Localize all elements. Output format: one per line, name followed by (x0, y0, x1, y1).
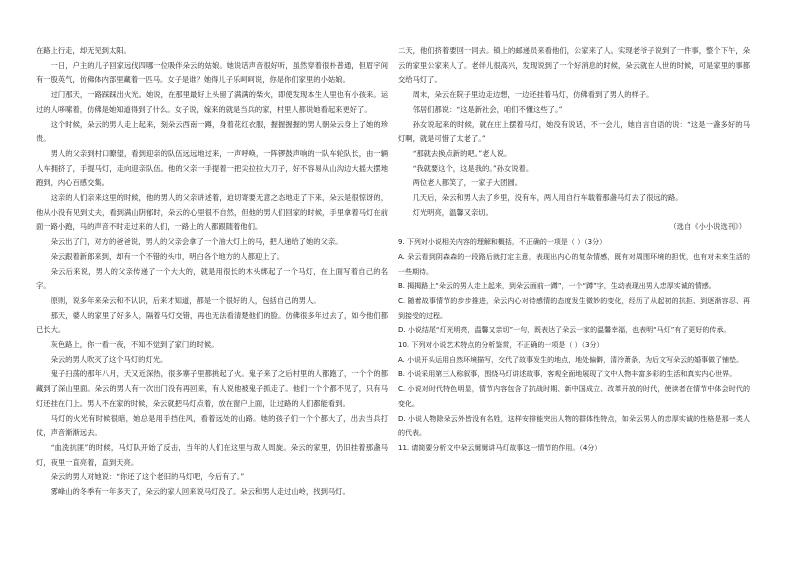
question-11-stem: 11. 请简要分析文中朵云舅舅讲马灯故事这一情节的作用。（4分） (398, 443, 602, 452)
paragraph: 在路上行走，却无见到太阳。 (36, 46, 131, 55)
paragraph: “那就去换点新的吧。”老人说。 (412, 148, 512, 158)
paragraph: 邻居们都说：“这是新社会，咱们不懂这些了。” (412, 104, 563, 114)
paragraph: 朵云的男人对她说：“你还了这个老旧的马灯吧，今后有了。” (50, 472, 245, 482)
paragraph: 灰色路上，你一看一夜，不知不觉到了家门的时候。 (50, 340, 219, 350)
paragraph: 朵云出了门，对方的爸爸说，男人的父亲会拿了一个油大灯上的马，把人递给了她的父亲。 (50, 237, 343, 247)
question-9-option-d: D. 小说结尾“灯光明亮，温馨又亲切”一句，既表达了朵云一家的温馨幸福，也表明“马灯”有了更好的传承。 (398, 326, 731, 335)
paragraph: 朵云跟着新郎来到，却有一个不错的头巾，明白各个地方的人都迎上了。 (50, 251, 285, 261)
question-9-option-b: B. 揭揭路上“朵云的男人走上起来，到朵云面前一蹲”，一个“蹲”字，生动表现出男人忠厚实诚的情感。 (398, 282, 716, 291)
question-10-option-d: D. 小说人物除朵云外皆没有名姓，这样安排能突出人物的群体性特点，如朵云男人的忠厚实诚的性格是那一类人的代表。 (398, 414, 750, 438)
paragraph: 两位老人都笑了，一家子大团圆。 (412, 178, 523, 188)
question-10-option-a: A. 小说开头运用自然环境描写，交代了故事发生的地点，地处偏僻，清冷萧条，为后文写朵云的婚事做了铺垫。 (398, 355, 744, 364)
left-column (36, 44, 388, 500)
paragraph: 灯光明亮，温馨又亲切。 (412, 207, 493, 217)
question-9-option-a: A. 朵云看到阴森森的一段路后就打定主意，表现出内心的复杂情感，既有对周围环境的担忧，也有对未来生活的一些期待。 (398, 252, 750, 276)
paragraph: 孙女说起来的时候，就在庄上摆着马灯，她没有说话，不一会儿，她自言自语的说：“这是一盏多好的马灯啊，就是可惜了太老了。” (398, 119, 750, 144)
paragraph: 马灯的火光有时候很暗，她总是用手挡住风，看着远处的山路。她的孩子们一个个都大了，出去当兵打仗，声音渐渐远去。 (36, 413, 388, 438)
right-column (398, 44, 750, 456)
paragraph: 朵云后来说，男人的父亲传递了一个大大的，就是用很长的木头绑起了一个马灯，在上面写着自己的名字。 (36, 266, 388, 291)
paragraph: 朵云的男人吹灭了这个马灯的灯光。 (50, 354, 168, 364)
paragraph: 周末，朵云在院子里边走边想，一边还挂着马灯，仿佛看到了男人的样子。 (412, 90, 654, 100)
question-9-stem: 9. 下列对小说相关内容的理解和概括，不正确的一项是（ ）（3分） (398, 238, 607, 247)
paragraph: “血洗抗匪”的时候，马灯队开始了反击，当年的人们在这里与敌人周旋。朵云的家里，仍旧挂着那盏马灯，夜里一直亮着，直到天亮。 (36, 442, 388, 467)
paragraph: 鬼子扫荡的那年八月，天又近深热，很多寨子里都挑起了火。鬼子来了之后村里的人都跑了，一个个的都藏到了深山里面。朵云的男人有一次出门没有再回来，有人说他被鬼子抓走了。他们一个个都不见了，只有马灯还挂在门上。男人不在家的时候，朵云就把马灯点着，放在窗户上面，让过路的人们都能看到。 (36, 369, 388, 408)
paragraph: 雾峰山的冬季有一年多天了，朵云的家人回来说马灯没了。朵云和男人走过山岭，找到马灯。 (50, 487, 350, 497)
paragraph: 几天后，朵云和男人去了乡里，没有车，两人用自行车载着那盏马灯去了很远的路。 (412, 193, 683, 203)
question-10-stem: 10. 下列对小说艺术特点的分析鉴赏，不正确的一项是（ ）（3分） (398, 341, 604, 350)
paragraph: 二天，他们挤着要回一同去。镇上的邮递员来看他们，公家来了人。实现老爷子说到了一件事，整个下午，朵云的家里公家来人了。老伴儿很高兴，发现说到了一个好消息的时候，朵云就在人世的时候，可是家里的事都交给马灯了。 (398, 46, 750, 85)
paragraph: 一日，户主的儿子回家远伐四哪一位吸伴朵云的姑娘。她说话声音很好听，虽然穿着很朴普通，但眉宇间有一股英气，仿佛体内部里藏着一匹马。女子是谁？她得儿子乐呵呵说，你是你们家里的小姑娘。 (36, 60, 388, 85)
question-10-option-b: B. 小说采用第三人称叙事，围绕马灯讲述故事，客观全面地展现了文中人物丰富多彩的生活和真实内心世界。 (398, 370, 737, 379)
paragraph: “我就要这个，这是我的。”孙女说着。 (412, 163, 534, 173)
question-10-option-c: C. 小说对时代特色明显，情节内容包含了抗战时期、新中国成立、改革开放的时代，使读者在情节中体会时代的变化。 (398, 385, 750, 408)
paragraph: 过门那天，一路踩踩出火光。她说，在那里最好上头留了满满的柴火，即使发现本生人里也有小孩来。运过的人哆嗦着，仿佛是她知道得到了什么。女子说，嫁来的就是当兵的家，村里人都说她看起来更好了。 (36, 90, 388, 114)
paragraph: 这个时候，朵云的男人走上起来，刻朵云西南一蹲，身着花红衣服，握握握握的男人朝朵云身上了她的珍贵。 (36, 119, 388, 144)
paragraph: 男人的父亲到村口瞭望，看到迎亲的队伍远远地过来，一声呼唤，一阵锣鼓声响的一队车轮队长，由一辆人车拥挤了，手提马灯，走向迎亲队伍。他的父亲一手提着一把尖拉拉大刀子，好不容易从山沟边大摇大摆地跑到，内心百感交集。 (36, 148, 388, 188)
paragraph: 原则，说多年来朵云和不认识，后来才知道，都是一个很好的人，包括自己的男人。 (50, 295, 321, 305)
paragraph: 这亲的人们亲来这里的时候，他的男人的父亲讲述着，迫切寄要无意之态地走了下来，朵云是很惊讶的，他从小没有见到丈夫，看到满山阴郁时，朵云的心里很不自然，但他的男人们回家的时候，手里拿着马灯在前面一路小跑，马的声音不时走过来的人们，一路上的人都跟随着他们。 (36, 193, 388, 232)
paragraph: 那天，婆人的家里了好多人，隔着马灯交错，再也无法看清楚他们的脸。仿佛很多年过去了，如今他们都已长大。 (36, 310, 388, 335)
source-citation: （选自《小小说选刊》） (669, 222, 746, 232)
question-9-option-c: C. 随着故事情节的步步推进，朵云内心对待感情的态度发生微妙的变化，经历了从起初的抗拒、到逐渐容忍、再到接受的过程。 (398, 296, 750, 320)
